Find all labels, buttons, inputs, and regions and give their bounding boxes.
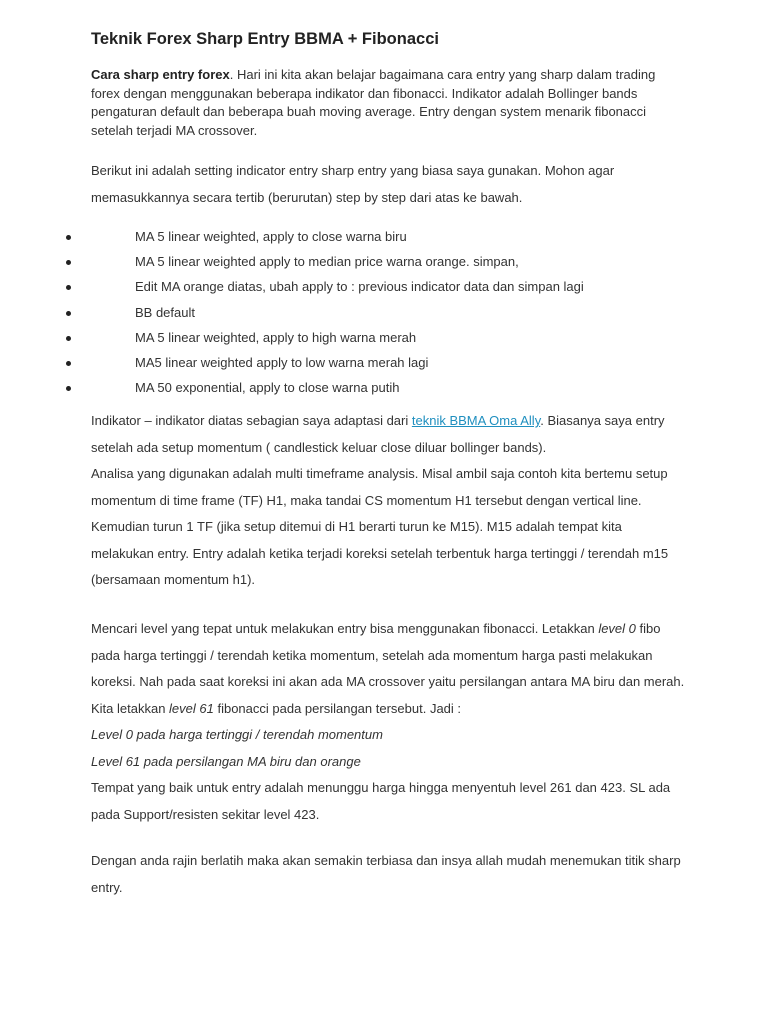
indikator-line-1 <box>91 408 731 435</box>
list-item-text: MA 5 linear weighted apply to median price warna orange. simpan, <box>135 254 519 270</box>
setting-line-2: memasukkannya secara tertib (berurutan) step by step dari atas ke bawah. <box>91 189 523 205</box>
indikator-line-5: Kemudian turun 1 TF (jika setup ditemui di H1 berarti turun ke M15). M15 adalah tempat kita <box>91 519 622 534</box>
intro-line-1-text: . Hari ini kita akan belajar bagaimana cara entry yang sharp dalam trading <box>229 67 656 82</box>
setting-paragraph <box>91 158 731 211</box>
indikator-text-before-link: Indikator – indikator diatas sebagian saya adaptasi dari <box>91 413 412 428</box>
intro-line-1 <box>91 66 731 85</box>
bullet-icon <box>66 386 71 391</box>
indikator-paragraph <box>91 408 731 594</box>
fibo-line-2: pada harga tertinggi / terendah ketika momentum, setelah ada momentum harga pasti melakukan <box>91 647 653 663</box>
fibo-line-1-text: Mencari level yang tepat untuk melakukan entry bisa menggunakan fibonacci. Letakkan <box>91 621 599 636</box>
closing-line-2: entry. <box>91 879 123 895</box>
intro-line-3: pengaturan default dan beberapa buah moving average. Entry dengan system menarik fibonacci <box>91 104 647 119</box>
fibo-line-1-tail: fibo <box>635 621 661 636</box>
bullet-icon <box>66 235 71 240</box>
list-item-text: Edit MA orange diatas, ubah apply to : previous indicator data dan simpan lagi <box>135 279 584 295</box>
indikator-line-4: momentum di time frame (TF) H1, maka tandai CS momentum H1 tersebut dengan vertical line. <box>91 492 642 508</box>
intro-bold-lead: Cara sharp entry forex <box>91 67 230 82</box>
indikator-line-3: Analisa yang digunakan adalah multi timeframe analysis. Misal ambil saja contoh kita bertemu setup <box>91 466 668 481</box>
list-item-text: MA 5 linear weighted, apply to high warna merah <box>135 329 417 345</box>
fibo-line-4-tail: fibonacci pada persilangan tersebut. Jadi : <box>213 700 462 716</box>
closing-paragraph <box>91 848 731 901</box>
indikator-line-7: (bersamaan momentum h1). <box>91 572 256 587</box>
list-item <box>0 325 768 350</box>
fibonacci-paragraph <box>91 616 731 828</box>
list-item <box>0 350 768 375</box>
intro-paragraph <box>91 66 731 140</box>
bullet-icon <box>66 260 71 265</box>
list-item <box>0 300 768 325</box>
list-item <box>0 274 768 299</box>
list-item <box>0 375 768 400</box>
fibo-line-3: koreksi. Nah pada saat koreksi ini akan ada MA crossover yaitu persilangan antara MA biru dan merah. <box>91 674 685 689</box>
fibo-level-61-term: level 61 <box>169 700 214 716</box>
bullet-icon <box>66 285 71 290</box>
closing-line-1: Dengan anda rajin berlatih maka akan semakin terbiasa dan insya allah mudah menemukan titik sharp <box>91 853 681 868</box>
indikator-line-6: melakukan entry. Entry adalah ketika terjadi koreksi setelah terbentuk harga tertinggi / terendah m15 <box>91 545 669 561</box>
fibo-line-1 <box>91 616 731 643</box>
list-item-text: MA5 linear weighted apply to low warna merah lagi <box>135 354 429 370</box>
list-item-text: BB default <box>135 304 195 320</box>
list-item <box>0 249 768 274</box>
fibo-italic-line-1: Level 0 pada harga tertinggi / terendah momentum <box>91 727 383 742</box>
indikator-text-after-link: . Biasanya saya entry <box>540 413 665 428</box>
fibo-italic-line-2: Level 61 pada persilangan MA biru dan orange <box>91 753 361 769</box>
list-item-text: MA 50 exponential, apply to close warna putih <box>135 380 400 396</box>
bullet-icon <box>66 336 71 341</box>
indikator-line-2: setelah ada setup momentum ( candlestick keluar close diluar bollinger bands). <box>91 439 547 455</box>
bullet-icon <box>66 361 71 366</box>
fibo-line-8: pada Support/resisten sekitar level 423. <box>91 806 320 822</box>
fibo-line-4 <box>91 696 731 723</box>
fibo-line-7: Tempat yang baik untuk entry adalah menunggu harga hingga menyentuh level 261 dan 423. SL ada <box>91 780 671 795</box>
page-title: Teknik Forex Sharp Entry BBMA + Fibonacci <box>91 30 439 48</box>
bbma-oma-ally-link[interactable]: teknik BBMA Oma Ally <box>411 413 541 428</box>
indicator-settings-list <box>0 224 768 400</box>
bullet-icon <box>66 311 71 316</box>
setting-line-1: Berikut ini adalah setting indicator entry sharp entry yang biasa saya gunakan. Mohon agar <box>91 163 615 178</box>
list-item-text: MA 5 linear weighted, apply to close warna biru <box>135 229 407 244</box>
intro-line-4: setelah terjadi MA crossover. <box>91 122 258 138</box>
fibo-line-4-text: Kita letakkan <box>91 700 170 716</box>
list-item <box>0 224 768 249</box>
intro-line-2: forex dengan menggunakan beberapa indikator dan fibonacci. Indikator adalah Bollinger bands <box>91 85 638 101</box>
fibo-level-0-term: level 0 <box>598 621 636 636</box>
